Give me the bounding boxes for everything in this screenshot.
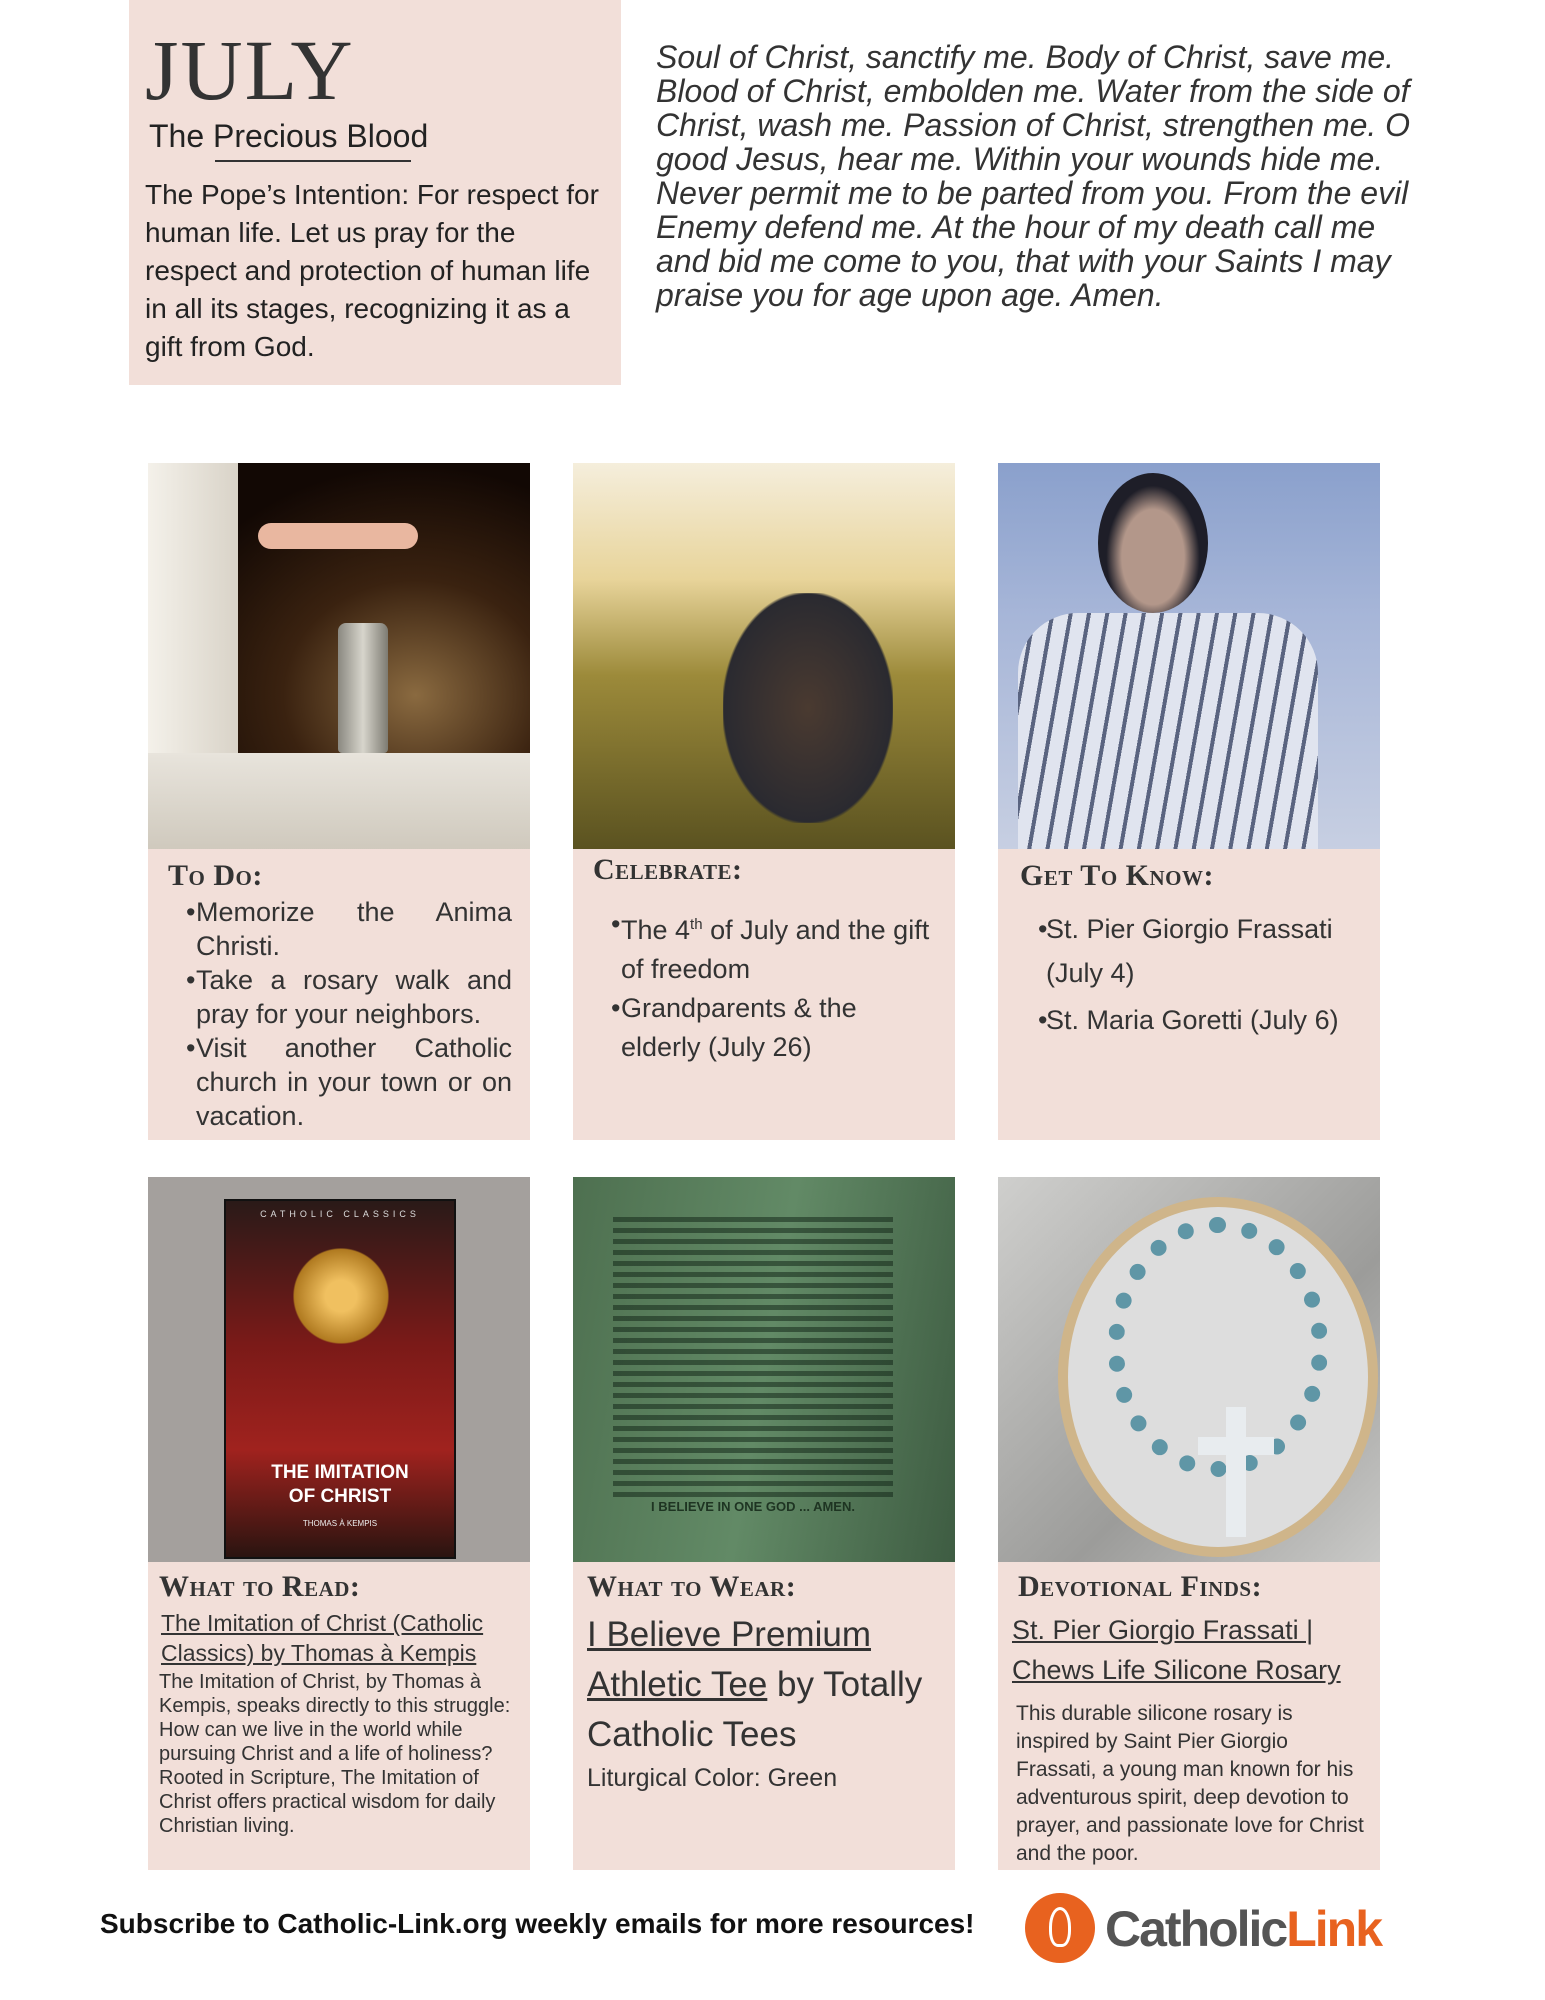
anima-christi-prayer: Soul of Christ, sanctify me. Body of Christ, save me. Blood of Christ, embolden me. Water from the side of Christ, wash me. Passion of Christ, strengthen me. O good Jesus, hear me. Within your wounds hide me. Never permit me to be parted from you. From the evil Enemy defend me. At the hour of my death call me and bid me come to you, that with your Saints I may praise you for age upon age. Amen. [656, 39, 1411, 313]
what-to-read-heading: What to Read: [159, 1570, 361, 1603]
tee-link[interactable]: I Believe Premium Athletic Tee [587, 1615, 871, 1704]
book-series: CATHOLIC CLASSICS [260, 1209, 420, 1219]
book-cover-image [148, 1177, 530, 1564]
subscribe-text[interactable]: Subscribe to Catholic-Link.org weekly emails for more resources! [100, 1908, 975, 1939]
celebrate-item-text: of July and the gift of freedom [621, 915, 930, 984]
logo-text-catholic: Catholic [1105, 1901, 1287, 1957]
ordinal-suffix: th [690, 916, 703, 933]
book-author: THOMAS À KEMPIS [302, 1519, 378, 1528]
book-description: The Imitation of Christ, by Thomas à Kempis, speaks directly to this struggle: How can we live in the world while pursuing Christ and a life of holiness? Rooted in Scripture, The Imitation of Christ offers practical wisdom for daily Christian living. [159, 1671, 511, 1837]
saint-item: • St. Pier Giorgio Frassati (July 4) [1020, 907, 1362, 995]
tee-vendor: by Totally Catholic Tees [587, 1665, 923, 1754]
shirt-print: I BELIEVE IN ONE GOD ... AMEN. [651, 1499, 855, 1514]
get-to-know-heading: Get To Know: [1020, 859, 1214, 892]
rosary-image [998, 1177, 1380, 1564]
todo-item: • Memorize the Anima Christi. [168, 895, 512, 963]
celebrate-item: • Grandparents & the elderly (July 26) [593, 989, 937, 1067]
celebrate-heading: Celebrate: [593, 853, 743, 886]
what-to-wear-heading: What to Wear: [587, 1570, 797, 1603]
saint-item: • St. Maria Goretti (July 6) [1020, 997, 1362, 1043]
celebrate-card [573, 849, 955, 1140]
month-title: JULY [145, 22, 355, 118]
book-title: OF CHRIST [288, 1486, 392, 1507]
pope-intention: The Pope’s Intention: For respect for human life. Let us pray for the respect and protection of human life in all its stages, recognizing it as a gift from God. [145, 179, 599, 362]
logo-text-link: Link [1286, 1901, 1382, 1957]
book-title: THE IMITATION [271, 1462, 409, 1483]
catholic-link-logo[interactable] [1105, 1900, 1381, 1958]
devotional-finds-card [998, 1562, 1380, 1870]
rosary-link[interactable]: St. Pier Giorgio Frassati | Chews Life Silicone Rosary [1012, 1615, 1341, 1685]
frassati-portrait-image [998, 463, 1380, 850]
todo-item: • Take a rosary walk and pray for your neighbors. [168, 963, 512, 1031]
what-to-wear-card [573, 1562, 955, 1870]
devotional-finds-heading: Devotional Finds: [1018, 1570, 1263, 1603]
liturgical-color: Liturgical Color: Green [587, 1764, 838, 1792]
todo-card [148, 849, 530, 1140]
tee-image [573, 1177, 955, 1564]
todo-heading: To Do: [168, 859, 263, 892]
subtitle-underline [215, 160, 411, 162]
chalice-image [148, 463, 530, 850]
grandparents-image [573, 463, 955, 850]
book-link[interactable]: The Imitation of Christ (Catholic Classics) by Thomas à Kempis [161, 1610, 484, 1666]
rosary-description: This durable silicone rosary is inspired by Saint Pier Giorgio Frassati, a young man known for his adventurous spirit, deep devotion to prayer, and passionate love for Christ and the poor. [1016, 1702, 1364, 1865]
month-subtitle: The Precious Blood [149, 118, 429, 154]
month-panel [129, 0, 621, 385]
catholic-link-flame-icon [1025, 1893, 1095, 1963]
celebrate-item [593, 905, 937, 989]
todo-item: • Visit another Catholic church in your town or on vacation. [168, 1031, 512, 1133]
get-to-know-card [998, 849, 1380, 1140]
celebrate-item-text: The 4 [621, 915, 691, 945]
what-to-read-card [148, 1562, 530, 1870]
